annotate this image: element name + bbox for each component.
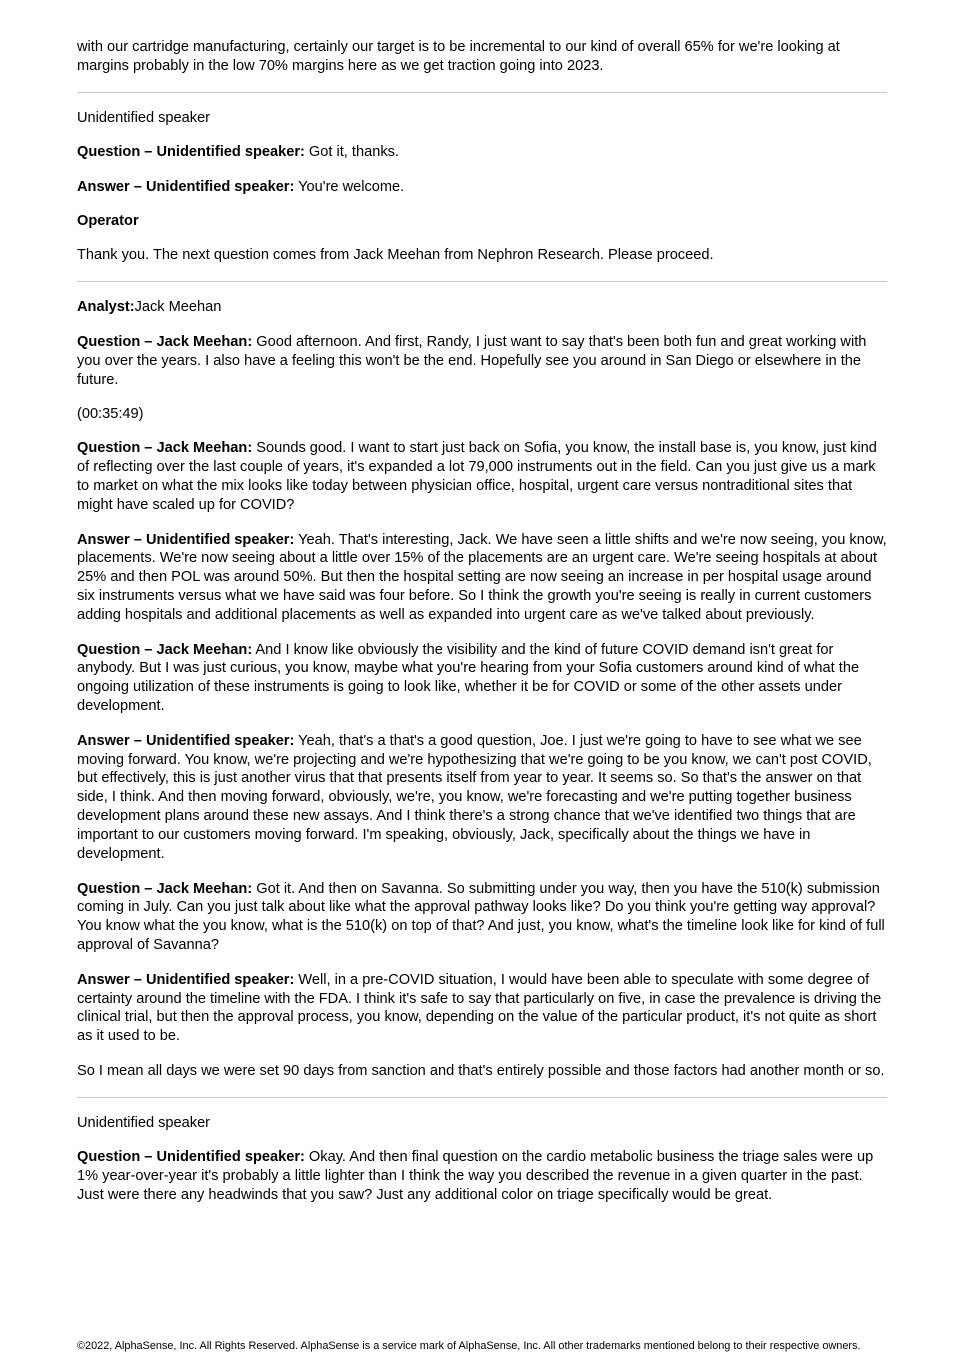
answer-text: You're welcome. [294,178,405,195]
question-paragraph [77,439,887,515]
analyst-heading [77,298,887,317]
answer-paragraph [77,178,887,197]
question-paragraph [77,641,887,717]
transcript-page [77,38,887,1205]
operator-paragraph: Thank you. The next question comes from Jack Meehan from Nephron Research. Please proceed. [77,247,714,264]
question-paragraph [77,1148,887,1205]
question-text: Got it. And then on Savanna. So submitting under you way, then you have the 510(k) submission coming in July. Can you just talk about like what the approval pathway looks like? Do you think you're getting way approval? You know what the you know, what is the 510(k) on top of that? And just, you know, what's the timeline look like for kind of full approval of Savanna? [77,880,885,954]
answer-text: Yeah. That's interesting, Jack. We have seen a little shifts and we're now seeing, you know, placements. We're now seeing about a little over 15% of the placements are an urgent care. We're seeing hospitals at about 25% and then POL was around 50%. But then the hospital setting are now seeing an increase in per hospital usage around six instruments versus what we have said was four before. So I think the growth you're seeing is really in current customers adding hospitals and additional placements as well as expanded into urgent care as we've talked about previously. [77,531,887,624]
question-label: Question – Jack Meehan: [77,333,253,350]
question-text: Good afternoon. And first, Randy, I just want to say that's been both fun and great working with you over the years. I also have a feeling this won't be the end. Hopefully see you around in San Diego or elsewhere in the future. [77,333,867,388]
speaker-heading: Unidentified speaker [77,1114,211,1131]
question-text: And I know like obviously the visibility and the kind of future COVID demand isn't great for anybody. But I was just curious, you know, maybe what you're hearing from your Sofia customers around kind of what the ongoing utilization of these instruments is going to look like, whether it be for COVID or some of the other assets under development. [77,641,860,715]
section-divider [77,1097,887,1098]
continuation-paragraph: with our cartridge manufacturing, certainly our target is to be incremental to our kind of overall 65% for we're looking at margins probably in the low 70% margins here as we get traction going into 2023. [77,39,840,74]
question-label: Question – Unidentified speaker: [77,1149,305,1166]
question-label: Question – Jack Meehan: [77,880,253,897]
question-label: Question – Unidentified speaker: [77,144,305,161]
answer-paragraph [77,531,887,626]
answer-paragraph [77,971,887,1047]
answer-label: Answer – Unidentified speaker: [77,531,295,548]
copyright-footer: ©2022, AlphaSense, Inc. All Rights Reserved. AlphaSense is a service mark of AlphaSense, Inc. All other trademarks mentioned belong to their respective owners. [77,1340,861,1352]
question-text: Sounds good. I want to start just back on Sofia, you know, the install base is, you know, just kind of reflecting over the last couple of years, it's expanded a lot 79,000 instruments out in the field. Can you just give us a mark to market on what the mix looks like today between physician office, hospital, urgent care versus nontraditional sites that might have scaled up for COVID? [77,440,877,514]
question-paragraph [77,333,887,390]
analyst-name: Jack Meehan [134,299,222,316]
question-label: Question – Jack Meehan: [77,440,253,457]
question-text: Got it, thanks. [304,144,399,161]
answer-paragraph [77,732,887,864]
analyst-label: Analyst: [77,299,135,316]
answer-label: Answer – Unidentified speaker: [77,732,295,749]
answer-label: Answer – Unidentified speaker: [77,178,295,195]
speaker-heading: Unidentified speaker [77,109,211,126]
question-text: Okay. And then final question on the cardio metabolic business the triage sales were up 1% year-over-year it's probably a little lighter than I think the way you described the revenue in a given quarter in the past. Just were there any headwinds that you saw? Just any additional color on triage specifically would be great. [77,1149,874,1203]
answer-continuation: So I mean all days we were set 90 days from sanction and that's entirely possible and those factors had another month or so. [77,1062,885,1079]
question-paragraph [77,880,887,956]
timestamp: (00:35:49) [77,405,144,422]
answer-label: Answer – Unidentified speaker: [77,971,295,988]
question-label: Question – Jack Meehan: [77,641,253,658]
answer-text: Yeah, that's a that's a good question, Joe. I just we're going to have to see what we see moving forward. You know, we're projecting and we're hypothesizing that we're going to be you know, we can't post COVID, but effectively, this is just another virus that that presents itself from year to year. It seems so. So that's the answer on that side, I think. And then moving forward, obviously, we're, you know, we're forecasting and we're putting together business development plans around these new assays. And I think there's a strong chance that we've identified two things that are important to our customers moving forward. I'm speaking, obviously, Jack, specifically about the things we have in development. [77,732,872,863]
operator-heading: Operator [77,213,139,230]
section-divider [77,281,887,282]
section-divider [77,92,887,93]
question-paragraph [77,143,887,162]
answer-text: Well, in a pre-COVID situation, I would have been able to speculate with some degree of certainty around the timeline with the FDA. I think it's safe to say that particularly on five, in case the prevalence is driving the clinical trial, but then the approval process, you know, depending on the value of the particular product, it's not quite as short as it used to be. [77,971,882,1045]
